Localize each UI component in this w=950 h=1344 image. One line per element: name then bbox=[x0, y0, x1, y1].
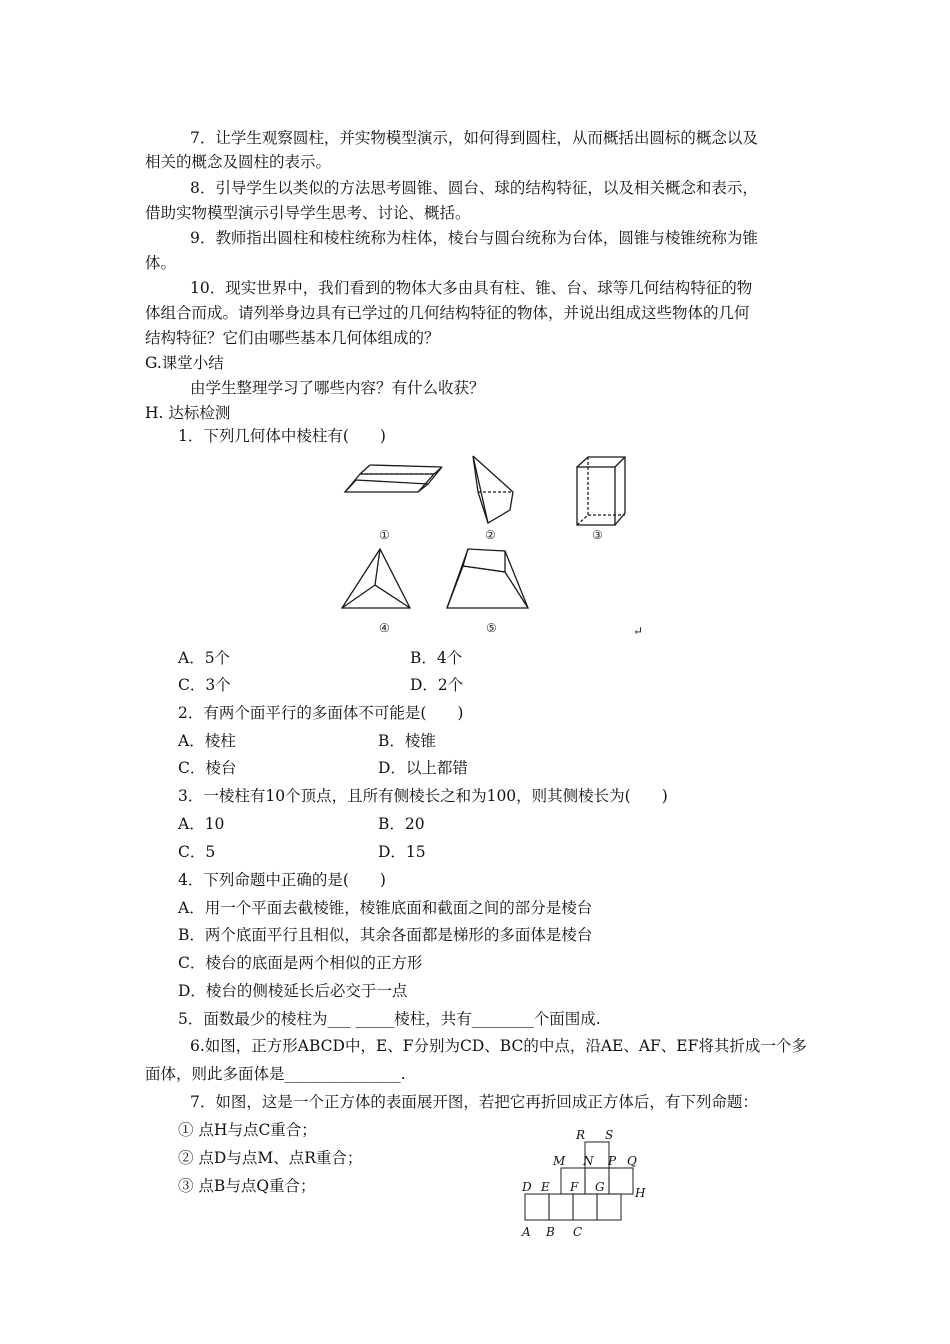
net-label-e: E bbox=[541, 1180, 550, 1194]
solid-5-frustum bbox=[447, 549, 528, 608]
q3-option-d: D．15 bbox=[378, 843, 426, 861]
question-6-line2: 面体，则此多面体是_______________. bbox=[145, 1065, 406, 1083]
paragraph-9-line1: 9．教师指出圆柱和棱柱统称为柱体，棱台与圆台统称为台体，圆锥与棱锥统称为锥 bbox=[190, 229, 758, 247]
solid-labels bbox=[379, 528, 643, 638]
q1-option-a: A．5个 bbox=[178, 649, 231, 667]
q3-option-c: C．5 bbox=[178, 843, 216, 861]
question-1-stem: 1．下列几何体中棱柱有( ) bbox=[178, 427, 386, 445]
paragraph-8-line1: 8．引导学生以类似的方法思考圆锥、圆台、球的结构特征，以及相关概念和表示， bbox=[190, 179, 758, 197]
paragraph-10-line3: 结构特征？它们由哪些基本几何体组成的？ bbox=[145, 329, 440, 347]
net-label-n: N bbox=[583, 1154, 594, 1168]
solid-1-prism bbox=[345, 465, 442, 492]
question-4-stem: 4．下列命题中正确的是( ) bbox=[178, 871, 386, 889]
net-label-q: Q bbox=[627, 1154, 637, 1168]
solid-2-prism bbox=[473, 456, 513, 523]
q3-option-a: A．10 bbox=[178, 815, 225, 833]
net-label-c: C bbox=[573, 1225, 583, 1239]
return-mark: ↵ bbox=[633, 624, 644, 638]
question-6-line1: 6.如图，正方形ABCD中，E、F分别为CD、BC的中点，沿AE、AF、EF将其折成一个多 bbox=[190, 1037, 807, 1055]
paragraph-10-line2: 体组合而成。请列举身边具有已学过的几何结构特征的物体，并说出组成这些物体的几何 bbox=[145, 304, 750, 322]
net-label-d: D bbox=[522, 1180, 532, 1194]
net-label-h: H bbox=[635, 1186, 646, 1200]
question-3-stem: 3．一棱柱有10个顶点，且所有侧棱长之和为100，则其侧棱长为( ) bbox=[178, 787, 668, 805]
net-label-b: B bbox=[546, 1225, 555, 1239]
q7-item-1: ① 点H与点C重合； bbox=[178, 1121, 317, 1139]
net-label-a: A bbox=[522, 1225, 531, 1239]
solid-label-5: ⑤ bbox=[486, 621, 497, 635]
q2-option-a: A．棱柱 bbox=[178, 732, 236, 750]
solid-3-box bbox=[577, 457, 625, 525]
solid-label-3: ③ bbox=[592, 528, 603, 542]
net-label-r: R bbox=[576, 1128, 586, 1142]
q2-option-c: C．棱台 bbox=[178, 759, 237, 777]
solid-4-pyramid bbox=[342, 549, 410, 608]
q1-option-d: D．2个 bbox=[410, 676, 464, 694]
solids-figure bbox=[330, 448, 660, 643]
net-square bbox=[597, 1194, 621, 1220]
q7-item-3: ③ 点B与点Q重合； bbox=[178, 1177, 316, 1195]
paragraph-9-line2: 体。 bbox=[145, 254, 177, 272]
net-label-m: M bbox=[553, 1154, 566, 1168]
paragraph-8-line2: 借助实物模型演示引导学生思考、讨论、概括。 bbox=[145, 204, 471, 222]
net-label-s: S bbox=[605, 1128, 614, 1142]
net-square bbox=[609, 1168, 633, 1194]
paragraph-7-line2: 相关的概念及圆柱的表示。 bbox=[145, 153, 332, 171]
solid-label-4: ④ bbox=[379, 621, 390, 635]
question-5-stem: 5．面数最少的棱柱为___ _____棱柱，共有________个面围成. bbox=[178, 1010, 601, 1028]
q1-option-b: B．4个 bbox=[410, 649, 463, 667]
q4-option-a: A．用一个平面去截棱锥，棱锥底面和截面之间的部分是棱台 bbox=[178, 899, 593, 917]
section-g-title: G.课堂小结 bbox=[145, 354, 224, 372]
net-square bbox=[573, 1194, 597, 1220]
q3-option-b: B．20 bbox=[378, 815, 425, 833]
q2-option-d: D．以上都错 bbox=[378, 759, 468, 777]
q4-option-d: D．棱台的侧棱延长后必交于一点 bbox=[178, 982, 408, 1000]
net-label-f: F bbox=[570, 1180, 579, 1194]
net-square bbox=[525, 1194, 549, 1220]
q4-option-c: C．棱台的底面是两个相似的正方形 bbox=[178, 954, 423, 972]
solid-label-1: ① bbox=[379, 528, 390, 542]
net-label-p: P bbox=[608, 1154, 617, 1168]
q7-item-2: ② 点D与点M、点R重合； bbox=[178, 1149, 363, 1167]
cube-net-figure bbox=[515, 1128, 655, 1243]
question-7-stem: 7．如图，这是一个正方体的表面展开图，若把它再折回成正方体后，有下列命题： bbox=[190, 1093, 758, 1111]
paragraph-10-line1: 10．现实世界中，我们看到的物体大多由具有柱、锥、台、球等几何结构特征的物 bbox=[190, 279, 753, 297]
section-h-title: H. 达标检测 bbox=[145, 404, 231, 422]
question-2-stem: 2．有两个面平行的多面体不可能是( ) bbox=[178, 704, 464, 722]
paragraph-7-line1: 7．让学生观察圆柱，并实物模型演示，如何得到圆柱，从而概括出圆标的概念以及 bbox=[190, 129, 758, 147]
net-square bbox=[549, 1194, 573, 1220]
q4-option-b: B．两个底面平行且相似，其余各面都是梯形的多面体是棱台 bbox=[178, 926, 593, 944]
solid-label-2: ② bbox=[485, 528, 496, 542]
q2-option-b: B．棱锥 bbox=[378, 732, 436, 750]
q1-option-c: C．3个 bbox=[178, 676, 231, 694]
section-g-body: 由学生整理学习了哪些内容？有什么收获？ bbox=[190, 379, 485, 397]
net-label-g: G bbox=[595, 1180, 605, 1194]
